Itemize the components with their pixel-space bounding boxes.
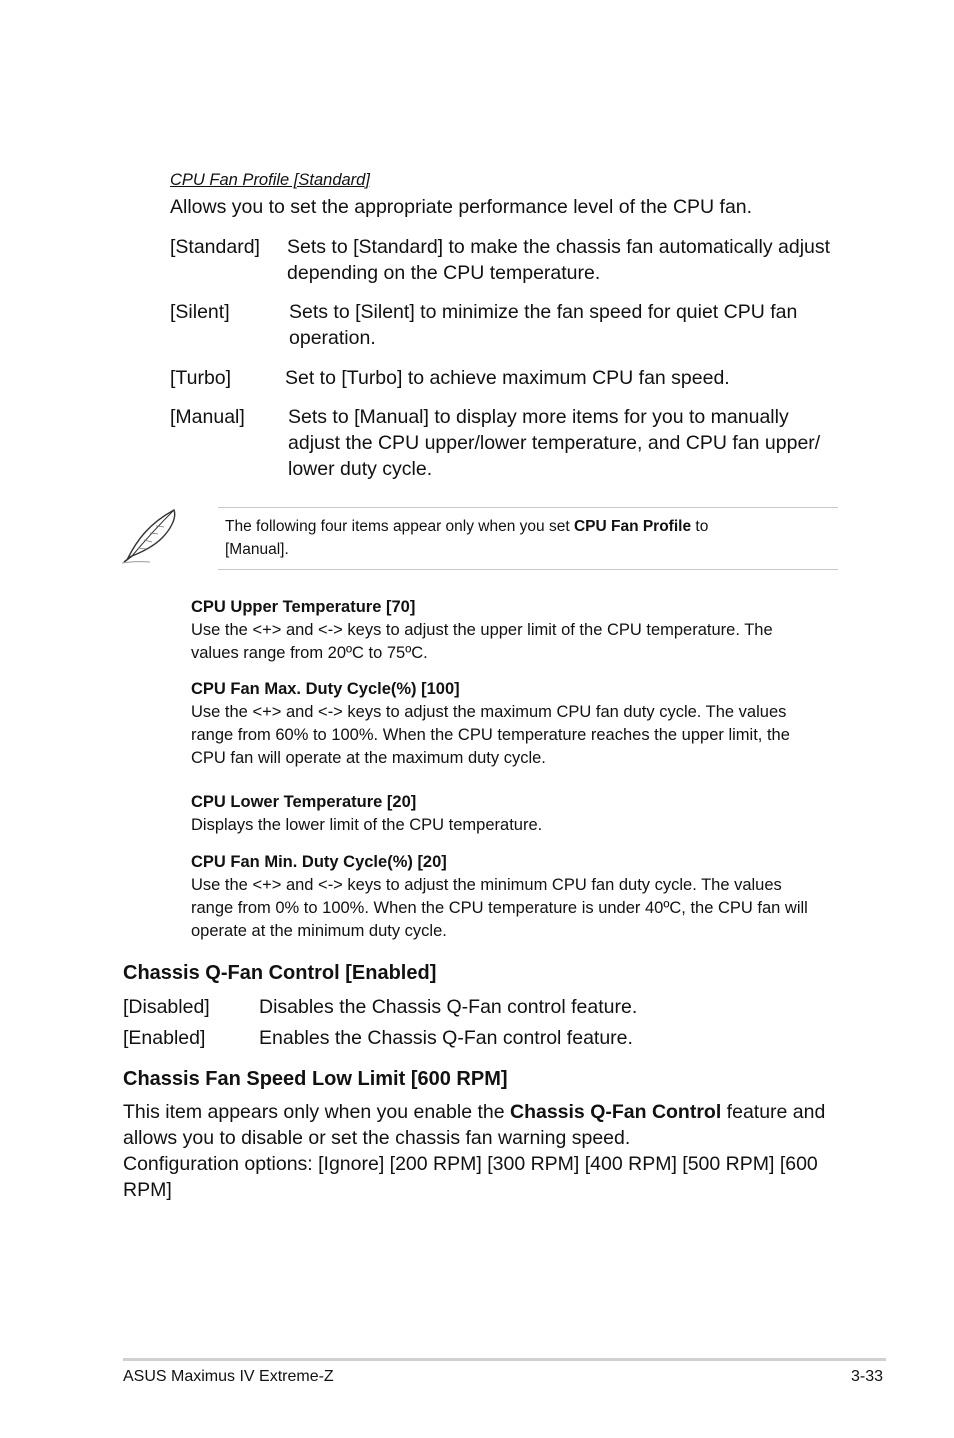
chassis-speed-line2: allows you to disable or set the chassis fan warning speed. (123, 1127, 631, 1149)
note-text-line2: [Manual]. (225, 541, 289, 558)
chassis-speed-line1-before: This item appears only when you enable the (123, 1101, 510, 1123)
note-top-rule (218, 507, 838, 508)
note-text-before: The following four items appear only when you set (225, 518, 574, 535)
option-desc-manual-line3: lower duty cycle. (288, 458, 433, 480)
subitem-text-line: operate at the minimum duty cycle. (191, 922, 447, 940)
note-text-bold: CPU Fan Profile (573, 518, 692, 535)
chassis-qfan-option-desc: Enables the Chassis Q-Fan control feature. (259, 1027, 633, 1049)
subitem-text-line: range from 60% to 100%. When the CPU temperature reaches the upper limit, the (191, 726, 790, 744)
option-desc-manual-line1: Sets to [Manual] to display more items for you to manually (288, 406, 789, 428)
chassis-qfan-option-label: [Disabled] (123, 996, 210, 1018)
chassis-speed-heading: Chassis Fan Speed Low Limit [600 RPM] (123, 1068, 508, 1090)
chassis-speed-line1-after: feature and (721, 1101, 826, 1123)
subitem-title-lower-temp: CPU Lower Temperature [20] (191, 793, 417, 811)
cpu-fan-profile-description: Allows you to set the appropriate performance level of the CPU fan. (170, 196, 753, 218)
note-text-after: to (691, 518, 709, 535)
subitem-title-max-duty: CPU Fan Max. Duty Cycle(%) [100] (191, 680, 460, 698)
chassis-speed-line4: RPM] (123, 1179, 172, 1201)
cpu-fan-profile-title: CPU Fan Profile [Standard] (170, 171, 370, 189)
footer-rule (123, 1358, 886, 1361)
subitem-text-line: Displays the lower limit of the CPU temperature. (191, 816, 543, 834)
option-label-silent: [Silent] (170, 301, 230, 323)
subitem-text-line: Use the <+> and <-> keys to adjust the minimum CPU fan duty cycle. The values (191, 876, 782, 894)
chassis-qfan-option-label: [Enabled] (123, 1027, 206, 1049)
chassis-speed-line1 (123, 1099, 825, 1125)
option-desc-silent-line2: operation. (289, 327, 376, 349)
subitem-text-line: values range from 20ºC to 75ºC. (191, 644, 428, 662)
chassis-speed-line3: Configuration options: [Ignore] [200 RPM] [300 RPM] [400 RPM] [500 RPM] [600 (123, 1153, 818, 1175)
subitem-text-line: CPU fan will operate at the maximum duty cycle. (191, 749, 546, 767)
note-bottom-rule (218, 569, 838, 570)
option-desc-standard-line2: depending on the CPU temperature. (287, 262, 601, 284)
chassis-speed-line1-bold: Chassis Q-Fan Control (509, 1101, 722, 1123)
option-desc-turbo-line1: Set to [Turbo] to achieve maximum CPU fan speed. (285, 367, 730, 389)
subitem-title-upper-temp: CPU Upper Temperature [70] (191, 598, 416, 616)
option-desc-standard-line1: Sets to [Standard] to make the chassis fan automatically adjust (287, 236, 831, 258)
subitem-text-line: Use the <+> and <-> keys to adjust the upper limit of the CPU temperature. The (191, 621, 773, 639)
footer-title: ASUS Maximus IV Extreme-Z (123, 1368, 334, 1385)
option-label-manual: [Manual] (170, 406, 245, 428)
note-text-line1 (225, 516, 708, 538)
subitem-text-line: Use the <+> and <-> keys to adjust the maximum CPU fan duty cycle. The values (191, 703, 787, 721)
option-desc-silent-line1: Sets to [Silent] to minimize the fan speed for quiet CPU fan (289, 301, 798, 323)
chassis-qfan-heading: Chassis Q-Fan Control [Enabled] (123, 962, 437, 984)
subitem-text-line: range from 0% to 100%. When the CPU temperature is under 40ºC, the CPU fan will (191, 899, 808, 917)
option-label-standard: [Standard] (170, 236, 260, 258)
chassis-qfan-option-desc: Disables the Chassis Q-Fan control feature. (259, 996, 638, 1018)
note-pen-icon (120, 506, 182, 571)
subitem-title-min-duty: CPU Fan Min. Duty Cycle(%) [20] (191, 853, 447, 871)
option-label-turbo: [Turbo] (170, 367, 232, 389)
option-desc-manual-line2: adjust the CPU upper/lower temperature, and CPU fan upper/ (288, 432, 821, 454)
page-number: 3-33 (851, 1368, 884, 1385)
